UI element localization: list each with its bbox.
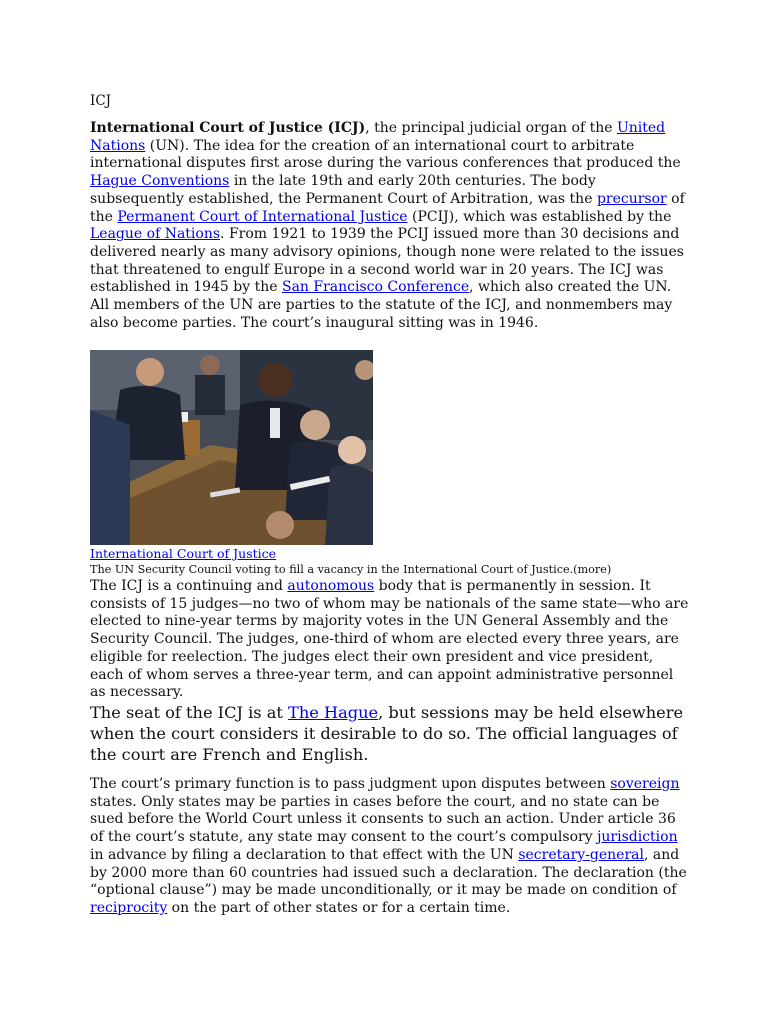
paragraph-function: The court’s primary function is to pass judgment upon disputes between sovereign states. Only states may be parties in cases before the court, and no state can be sued before the World Court unless it consents to such an action. Under article 36 of the court’s statute, any state may consent to the court’s compulsory jurisdiction in advance by filing a declaration to that effect with the UN secretary-general, and by 2000 more than 60 countries had issued such a declaration. The declaration (the “optional clause”) may be made unconditionally, or it may be made on condition of reciprocity on the part of other states or for a certain time. bbox=[90, 776, 687, 916]
document-title: ICJ bbox=[90, 93, 112, 109]
term-bold: International Court of Justice (ICJ) bbox=[90, 120, 366, 136]
link-united-nations[interactable]: United Nations bbox=[90, 120, 666, 154]
link-jurisdiction[interactable]: jurisdiction bbox=[597, 829, 678, 846]
link-league-of-nations[interactable]: League of Nations bbox=[90, 226, 221, 243]
photo-security-council-vote[interactable] bbox=[90, 350, 373, 545]
paragraph-composition: The ICJ is a continuing and autonomous body that is permanently in session. It consists of 15 judges—no two of whom may be nationals of the same state—who are elected to nine-year terms by majority votes in the UN General Assembly and the Security Council. The judges, one-third of whom are elected every three years, are eligible for reelection. The judges elect their own president and vice president, each of whom serves a three-year term, and can appoint administrative personnel as necessary. bbox=[90, 578, 689, 701]
figure-link[interactable]: International Court of Justice bbox=[90, 546, 277, 561]
link-the-hague[interactable]: The Hague bbox=[288, 703, 379, 722]
link-reciprocity[interactable]: reciprocity bbox=[90, 899, 168, 916]
link-precursor[interactable]: precursor bbox=[596, 190, 667, 207]
link-pcij[interactable]: Permanent Court of International Justice bbox=[117, 208, 408, 225]
link-sovereign[interactable]: sovereign bbox=[610, 776, 680, 792]
figure-caption: The UN Security Council voting to fill a vacancy in the International Court of Justice.(more) bbox=[90, 563, 612, 576]
paragraph-seat: The seat of the ICJ is at The Hague, but sessions may be held elsewhere when the court considers it desirable to do so. The official languages of the court are French and English. bbox=[90, 703, 684, 764]
link-san-francisco-conference[interactable]: San Francisco Conference bbox=[281, 279, 470, 296]
link-secretary-general[interactable]: secretary-general bbox=[518, 846, 644, 863]
link-autonomous[interactable]: autonomous bbox=[287, 578, 375, 594]
photo-illustration bbox=[90, 350, 373, 545]
link-hague-conventions[interactable]: Hague Conventions bbox=[90, 173, 230, 190]
paragraph-intro: International Court of Justice (ICJ), the principal judicial organ of the United Nations (UN). The idea for the creation of an international court to arbitrate international disputes first arose during the various conferences that produced the Hague Conventions in the late 19th and early 20th centuries. The body subsequently established, the Permanent Court of Arbitration, was the precursor of the Permanent Court of International Justice (PCIJ), which was established by the League of Nations. From 1921 to 1939 the PCIJ issued more than 30 decisions and delivered nearly as many advisory opinions, though none were related to the issues that threatened to engulf Europe in a second world war in 20 years. The ICJ was established in 1945 by the San Francisco Conference, which also created the UN. All members of the UN are parties to the statute of the ICJ, and nonmembers may also become parties. The court’s inaugural sitting was in 1946. bbox=[90, 120, 685, 331]
